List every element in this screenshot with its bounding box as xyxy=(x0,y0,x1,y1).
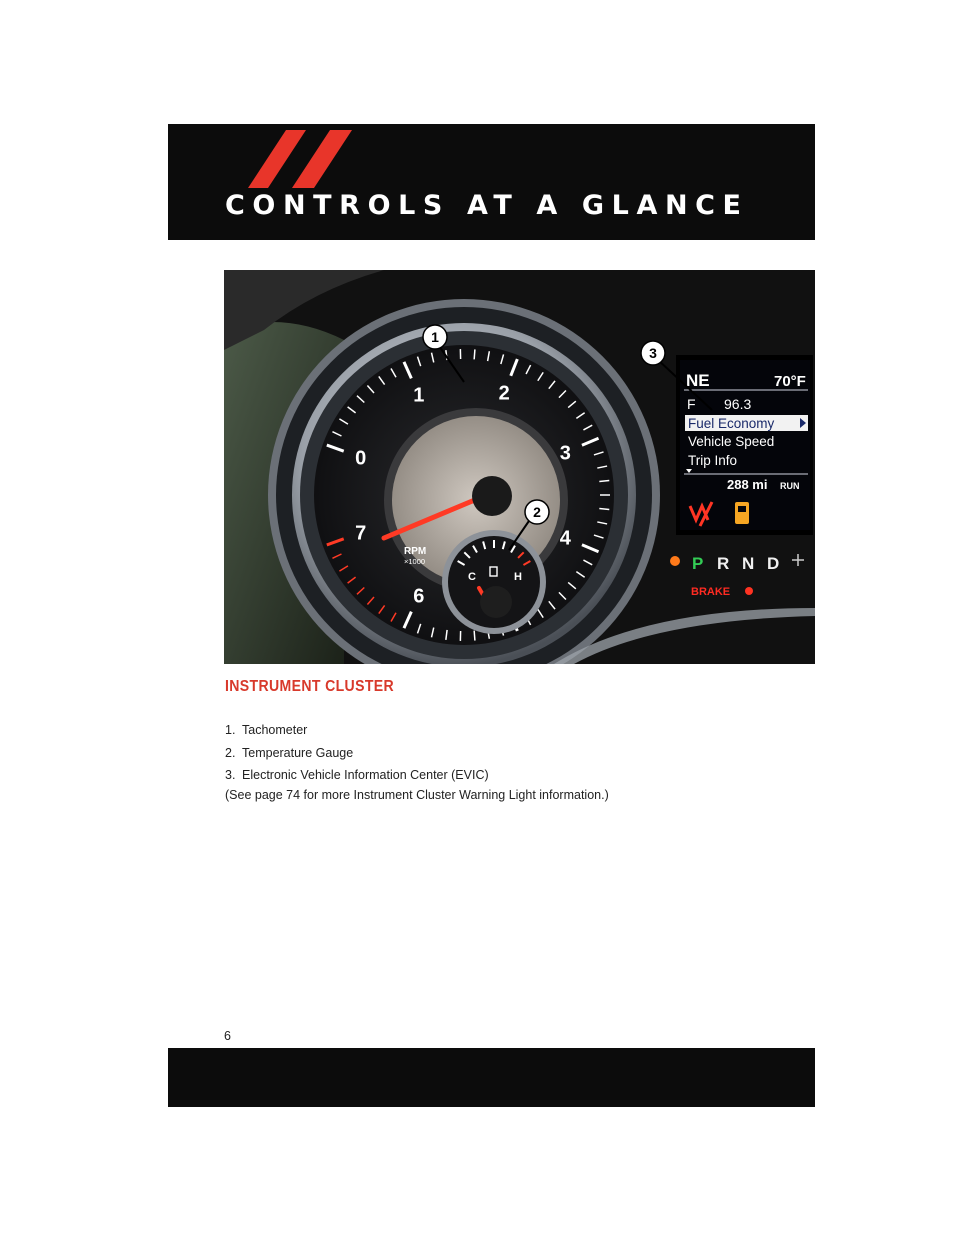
evic-display xyxy=(676,355,813,535)
tach-tick xyxy=(599,509,609,510)
rpm-label: RPM xyxy=(404,546,427,557)
gear-p: P xyxy=(692,554,704,573)
tach-tick xyxy=(474,349,475,359)
evic-menu-item-1: Fuel Economy xyxy=(688,416,775,431)
reference-note: (See page 74 for more Instrument Cluster Warning Light information.) xyxy=(225,788,609,802)
rpm-unit-label: ×1000 xyxy=(404,557,426,566)
tach-number: 0 xyxy=(355,447,367,470)
evic-menu-item-3: Trip Info xyxy=(688,453,738,468)
svg-text:1: 1 xyxy=(431,329,439,345)
temp-hot-label: H xyxy=(514,571,522,583)
callout-list xyxy=(225,719,489,787)
tach-number: 1 xyxy=(413,384,425,407)
tach-tick xyxy=(474,631,475,641)
fuel-pump-icon xyxy=(735,502,749,524)
svg-text:2: 2 xyxy=(533,504,541,520)
gear-n: N xyxy=(742,554,755,573)
header-band xyxy=(168,124,815,240)
tach-tick xyxy=(599,480,609,481)
evic-line1-value: 96.3 xyxy=(724,396,752,412)
list-item: 3. Electronic Vehicle Information Center (EVIC) xyxy=(225,768,489,782)
evic-line1-label: F xyxy=(687,396,696,412)
warning-dot-icon xyxy=(745,587,753,595)
list-item: 1. Tachometer xyxy=(225,723,308,737)
tach-number: 7 xyxy=(355,522,367,545)
brake-warning: BRAKE xyxy=(691,586,731,598)
tach-number: 4 xyxy=(559,527,571,550)
instrument-cluster-photo xyxy=(224,270,815,664)
temperature-gauge xyxy=(442,530,546,634)
footer-band xyxy=(168,1048,815,1107)
tach-number: 2 xyxy=(498,382,510,405)
evic-temperature: 70°F xyxy=(774,373,806,390)
seatbelt-icon xyxy=(670,556,680,566)
page-number: 6 xyxy=(224,1029,231,1043)
section-title: INSTRUMENT CLUSTER xyxy=(225,678,395,695)
list-item: 2. Temperature Gauge xyxy=(225,745,354,760)
page-title: CONTROLS AT A GLANCE xyxy=(225,190,749,221)
gear-r: R xyxy=(717,554,730,573)
tach-number: 6 xyxy=(413,585,425,608)
evic-heading: NE xyxy=(686,371,710,390)
evic-range-suffix: RUN xyxy=(780,481,800,491)
gear-d: D xyxy=(767,554,780,573)
evic-menu-item-2: Vehicle Speed xyxy=(688,434,775,449)
temp-cold-label: C xyxy=(468,571,476,583)
brand-stripes-logo xyxy=(248,130,358,190)
evic-range: 288 mi xyxy=(727,477,768,492)
svg-text:3: 3 xyxy=(649,345,657,361)
tach-number: 3 xyxy=(559,442,571,465)
